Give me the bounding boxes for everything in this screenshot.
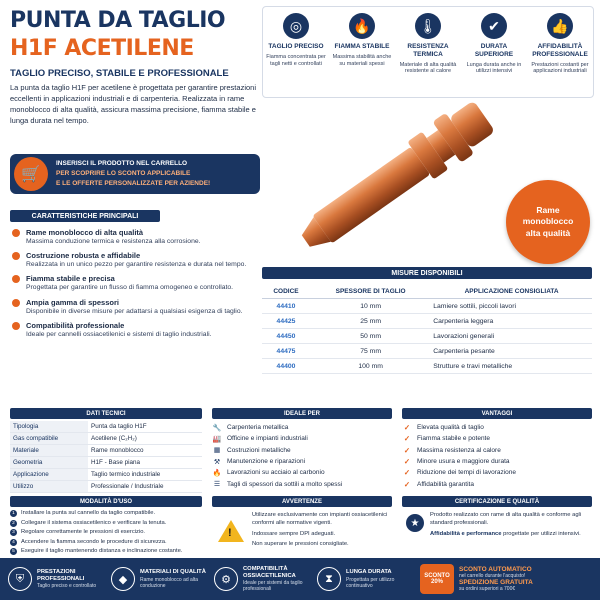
characteristics-heading: CARATTERISTICHE PRINCIPALI <box>10 210 160 222</box>
tech-table <box>10 421 202 493</box>
thumbs-up-icon: 👍 <box>547 13 573 39</box>
advantage-text: Riduzione dei tempi di lavorazione <box>417 469 517 477</box>
list-item <box>402 433 592 444</box>
advantages-section <box>402 408 592 490</box>
bullet-icon <box>12 252 20 260</box>
list-item <box>212 445 392 456</box>
certification-heading: CERTIFICAZIONE E QUALITÀ <box>402 496 592 507</box>
cube-icon: ◆ <box>111 567 135 591</box>
promo-line1: INSERISCI IL PRODOTTO NEL CARRELLO <box>56 160 188 168</box>
factory-icon: 🏭 <box>212 435 222 443</box>
cert-text: Prodotto realizzato con rame di alta qualità e conforme agli standard professionali. <box>430 512 582 526</box>
column-header: CODICE <box>262 285 310 299</box>
footer-title: PRESTAZIONI PROFESSIONALI <box>37 568 85 582</box>
flame-icon: 🔥 <box>212 469 222 477</box>
footer-promo <box>420 564 533 594</box>
char-desc: Disponibile in diverse misure per adattarsi a qualsiasi esigenza di taglio. <box>26 307 243 315</box>
list-item <box>12 251 252 269</box>
feature-durata-superiore <box>461 7 527 97</box>
step-number: 4 <box>10 539 17 546</box>
feature-fiamma-stabile <box>329 7 395 97</box>
characteristics-list <box>12 228 252 344</box>
thickness-cell: 75 mm <box>310 344 431 359</box>
list-item <box>12 321 252 339</box>
code-cell: 44400 <box>262 359 310 374</box>
feature-desc: Massima stabilità anche su materiali spessi <box>332 53 392 67</box>
list-item <box>10 529 202 539</box>
table-row <box>10 481 202 493</box>
thickness-cell: 25 mm <box>310 314 431 329</box>
column-header: SPESSORE DI TAGLIO <box>310 285 431 299</box>
feature-title: DURATA SUPERIORE <box>474 43 514 58</box>
wrench-icon: 🔧 <box>212 424 222 432</box>
ideal-text: Officine e impianti industriali <box>227 435 308 443</box>
code-cell: 44410 <box>262 299 310 314</box>
ideal-text: Manutenzione e riparazioni <box>227 458 306 466</box>
list-item <box>10 520 202 530</box>
footer-item <box>8 567 111 591</box>
bullet-icon <box>12 229 20 237</box>
feature-desc: Fiamma concentrata per tagli netti e controllati <box>266 53 326 67</box>
list-item <box>402 456 592 467</box>
step-text: Installare la punta sul cannello da taglio compatibile. <box>21 510 156 516</box>
footer-desc: Taglio preciso e controllato <box>37 583 97 590</box>
list-item <box>12 228 252 246</box>
tech-key: Gas compatibile <box>10 433 88 445</box>
list-item <box>212 456 392 467</box>
ideal-text: Carpenteria metallica <box>227 424 289 432</box>
footer-item <box>317 567 420 591</box>
feature-desc: Lunga durata anche in utilizzi intensivi <box>466 61 522 75</box>
step-number: 3 <box>10 529 17 536</box>
feature-taglio-preciso <box>263 7 329 97</box>
char-title: Fiamma stabile e precisa <box>26 274 115 284</box>
feature-desc: Materiale di alta qualità resistente al calore <box>399 61 457 75</box>
char-desc: Massima conduzione termica e resistenza alla corrosione. <box>26 238 201 245</box>
feature-title: FIAMMA STABILE <box>334 43 390 50</box>
feature-title: AFFIDABILITÀ PROFESSIONALE <box>532 43 588 58</box>
advantages-heading: VANTAGGI <box>402 408 592 419</box>
warning-text: Non superare le pressioni consigliate. <box>252 541 349 548</box>
shield-icon: ⛨ <box>8 567 32 591</box>
promo-line3: E LE OFFERTE PERSONALIZZATE PER AZIENDE! <box>56 179 211 187</box>
promo-desc: su ordini superiori a 700€ <box>459 586 516 592</box>
step-text: Regolare correttamente le pressioni di esercizio. <box>21 529 146 536</box>
cert-text: progettate per utilizzi intensivi. <box>503 530 581 537</box>
table-row <box>262 299 592 314</box>
warning-text: Utilizzare esclusivamente con impianti ossiacetilenici conformi alle normative vigenti. <box>252 512 388 526</box>
char-desc: Realizzata in un unico pezzo per garantire resistenza e durata nel tempo. <box>26 261 247 269</box>
step-number: 5 <box>10 548 17 555</box>
list-item <box>402 467 592 478</box>
tech-heading: DATI TECNICI <box>10 408 202 419</box>
list-item <box>10 510 202 520</box>
badge-line1: Rame <box>536 205 560 216</box>
table-row <box>10 457 202 469</box>
shield-icon: ✔ <box>481 13 507 39</box>
usage-heading: MODALITÀ D'USO <box>10 496 202 507</box>
discount-icon-value: 20% <box>430 579 443 585</box>
table-row <box>262 329 592 344</box>
list-item <box>212 422 392 433</box>
step-text: Accendere la fiamma secondo le procedure di sicurezza. <box>21 538 167 545</box>
measures-heading: MISURE DISPONIBILI <box>262 267 592 279</box>
bullet-icon <box>12 322 20 330</box>
footer-title: MATERIALI DI QUALITÀ <box>140 569 206 576</box>
warnings-section <box>212 496 392 552</box>
layers-icon: ☰ <box>213 481 221 489</box>
discount-icon <box>420 564 454 594</box>
table-row <box>10 445 202 457</box>
tech-value: Rame monoblocco <box>88 445 202 457</box>
promo-title: SCONTO AUTOMATICO <box>459 566 532 573</box>
char-title: Ampia gamma di spessori <box>26 297 119 307</box>
thermometer-icon: 🌡 <box>415 13 441 39</box>
target-icon: ◎ <box>283 13 309 39</box>
tech-value: Professionale / Industriale <box>88 481 202 493</box>
tech-key: Materiale <box>10 445 88 457</box>
certification-section <box>402 496 592 541</box>
table-row <box>10 469 202 481</box>
flame-icon: 🔥 <box>349 13 375 39</box>
application-cell: Strutture e travi metalliche <box>431 359 592 374</box>
product-title-line2: H1F ACETILENE <box>10 36 194 61</box>
gear-icon: ⚙ <box>214 567 238 591</box>
feature-title: RESISTENZA TERMICA <box>407 43 449 58</box>
char-title: Compatibilità professionale <box>26 320 125 330</box>
promo-title: SPEDIZIONE GRATUITA <box>459 579 533 586</box>
discount-icon-label: SCONTO <box>424 573 450 579</box>
building-icon: ▦ <box>213 447 221 455</box>
check-icon: ✓ <box>403 445 411 455</box>
measures-table <box>262 285 592 374</box>
footer-desc: Rame monoblocco ad alta conduzione <box>140 576 199 589</box>
medal-icon: ★ <box>406 514 424 532</box>
ideal-text: Tagli di spessori da sottili a molto spessi <box>227 480 343 488</box>
warning-icon: ! <box>218 520 244 542</box>
warning-text: Indossare sempre DPI adeguati. <box>252 530 336 537</box>
advantage-text: Fiamma stabile e potente <box>417 435 490 443</box>
product-subtitle: TAGLIO PRECISO, STABILE E PROFESSIONALE <box>10 68 229 79</box>
step-number: 1 <box>10 510 17 517</box>
cart-icon: 🛒 <box>14 157 48 191</box>
tech-data-section <box>10 408 202 493</box>
check-icon: ✓ <box>403 457 411 467</box>
step-text: Collegare il sistema ossiacetilenico e verificare la tenuta. <box>21 519 167 526</box>
thickness-cell: 100 mm <box>310 359 431 374</box>
usage-section <box>10 496 202 558</box>
tech-value: Taglio termico industriale <box>88 469 202 481</box>
tech-value: Punta da taglio H1F <box>88 421 202 433</box>
application-cell: Carpenteria leggera <box>431 314 592 329</box>
footer-desc: Ideale per sistemi da taglio professionali <box>243 580 303 593</box>
promo-line2: PER SCOPRIRE LO SCONTO APPLICABILE <box>56 170 191 178</box>
list-item <box>212 478 392 489</box>
warnings-heading: AVVERTENZE <box>212 496 392 507</box>
footer-item <box>111 567 214 591</box>
thickness-cell: 10 mm <box>310 299 431 314</box>
torch-tip-image <box>265 90 535 260</box>
application-cell: Carpenteria pesante <box>431 344 592 359</box>
advantage-text: Minore usura e maggiore durata <box>417 458 510 466</box>
table-row <box>10 433 202 445</box>
bullet-icon <box>12 275 20 283</box>
list-item <box>402 478 592 489</box>
bullet-icon <box>12 299 20 307</box>
tech-value: H1F - Base piana <box>88 457 202 469</box>
advantage-text: Massima resistenza al calore <box>417 446 501 454</box>
list-item <box>402 445 592 456</box>
char-title: Rame monoblocco di alta qualità <box>26 228 144 237</box>
code-cell: 44450 <box>262 329 310 344</box>
check-icon: ✓ <box>403 479 411 489</box>
measures-section <box>262 267 592 385</box>
ideal-heading: IDEALE PER <box>212 408 392 419</box>
tools-icon: ⚒ <box>213 458 221 466</box>
list-item <box>402 422 592 433</box>
table-row <box>262 344 592 359</box>
code-cell: 44425 <box>262 314 310 329</box>
step-text: Eseguire il taglio mantenendo distanza e inclinazione costante. <box>21 548 183 555</box>
table-row <box>262 314 592 329</box>
product-title-line1: PUNTA DA TAGLIO <box>10 8 226 33</box>
list-item <box>12 274 252 292</box>
feature-desc: Prestazioni costanti per applicazioni industriali <box>531 61 589 75</box>
cart-promo-banner[interactable] <box>10 154 260 194</box>
thickness-cell: 50 mm <box>310 329 431 344</box>
char-title: Costruzione robusta e affidabile <box>26 251 141 261</box>
table-row <box>262 359 592 374</box>
check-icon: ✓ <box>403 423 411 433</box>
badge-line2: monoblocco <box>522 216 574 227</box>
tech-key: Geometria <box>10 457 88 469</box>
promo-desc: nel carrello durante l'acquisto! <box>459 573 526 579</box>
feature-affidabilita <box>527 7 593 97</box>
footer-title: LUNGA DURATA <box>346 569 392 576</box>
footer-item <box>214 566 317 593</box>
copper-badge <box>506 180 590 264</box>
column-header: APPLICAZIONE CONSIGLIATA <box>431 285 592 299</box>
ideal-text: Lavorazioni su acciaio al carbonio <box>227 469 325 477</box>
list-item <box>212 467 392 478</box>
footer-desc: Progettata per utilizzo continuativo <box>346 576 395 589</box>
list-item <box>10 539 202 549</box>
advantage-text: Elevata qualità di taglio <box>417 424 484 432</box>
badge-line3: alta qualità <box>525 227 571 238</box>
product-intro: La punta da taglio H1F per acetilene è progettata per garantire prestazioni eccellenti in applicazioni industriali e di carpenteria. Realizzata in rame monoblocco di alta qualità, assicura massima precisione, fiamma stabile e lunga durata nel tempo. <box>10 83 256 125</box>
feature-title: TAGLIO PRECISO <box>268 43 324 50</box>
hourglass-icon: ⧗ <box>317 567 341 591</box>
application-cell: Lamiere sottili, piccoli lavori <box>431 299 592 314</box>
char-desc: Progettata per garantire un flusso di fiamma omogeneo e controllato. <box>26 284 234 292</box>
check-icon: ✓ <box>403 434 411 444</box>
tech-key: Utilizzo <box>10 481 88 493</box>
ideal-for-section <box>212 408 392 490</box>
table-row <box>10 421 202 433</box>
tech-key: Tipologia <box>10 421 88 433</box>
advantage-text: Affidabilità garantita <box>417 480 474 488</box>
char-desc: Ideale per cannelli ossiacetilenici e sistemi di taglio industriali. <box>26 330 212 338</box>
list-item <box>12 298 252 316</box>
ideal-text: Costruzioni metalliche <box>227 446 291 454</box>
tech-value: Acetilene (C₂H₂) <box>88 433 202 445</box>
footer-title: COMPATIBILITÀ OSSIACETILENICA <box>243 565 296 579</box>
application-cell: Lavorazioni generali <box>431 329 592 344</box>
feature-resistenza-termica <box>395 7 461 97</box>
footer-bar <box>0 558 600 600</box>
check-icon: ✓ <box>403 468 411 478</box>
tech-key: Applicazione <box>10 469 88 481</box>
promo-text <box>56 159 210 188</box>
cert-bold-text: Affidabilità e performance <box>430 530 502 537</box>
list-item <box>212 433 392 444</box>
step-number: 2 <box>10 520 17 527</box>
list-item <box>10 548 202 558</box>
code-cell: 44475 <box>262 344 310 359</box>
feature-strip <box>262 6 594 98</box>
